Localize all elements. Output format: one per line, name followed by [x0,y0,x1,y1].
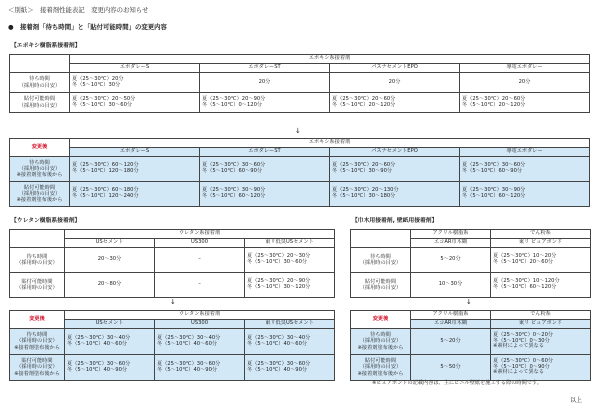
table-cell: 夏（25〜30℃）30〜40分 冬（5〜10℃）40〜60分 [245,329,335,355]
product-header: 東リ ピュアボンド [491,239,591,248]
footnote: ※ピュアボンドの記載内容は、主にビニル壁紙を施工する際の時間です。 [372,380,542,386]
wait-row-label: 待ち時間 （採用時の目安） [10,248,65,273]
attachment-header: ＜別紙＞ 接着剤性能表記 変更内容のお知らせ [8,6,149,14]
paste-row-label: 貼付可能時間 （採用時の目安） [10,93,70,113]
before-label: 変更前 [10,230,65,248]
table-cell: 夏（25〜30℃）30〜60分 冬（5〜10℃）40〜90分 [155,355,245,381]
wait-row-label: 待ち時間 （採用時の目安） ※接着剤塗布後から [351,329,411,355]
table-cell: 夏（25〜30℃）20〜50分 冬（5〜10℃）30〜60分 [70,93,200,113]
table-cell: 夏（25〜30℃）30〜40分 冬（5〜10℃）40〜60分 [65,329,155,355]
baseboard-section-title: 【巾木用接着剤, 壁紙用接着剤】 [352,218,438,224]
table-cell: 夏（25〜30℃）20〜60分 冬（5〜10℃）20〜120分 [330,93,460,113]
wait-row-label: 待ち時間 （採用時の目安） ※接着剤塗布後から [10,157,70,182]
epoxy-after-table [9,138,590,207]
urethane-section-title: 【ウレタン樹脂系接着剤】 [11,218,81,224]
product-header: エコAR巾木糊 [411,320,491,329]
paste-row-label: 貼付可能時間 （採用時の目安） ※接着剤塗布後から [10,355,65,381]
group-header: ウレタン系接着剤 [65,230,335,239]
group-header: ウレタン系接着剤 [65,311,335,320]
table-cell: 夏（25〜30℃）30〜40分 冬（5〜10℃）40〜60分 [155,329,245,355]
table-cell: 20分 [330,73,460,93]
table-cell: 20分 [200,73,330,93]
product-header: エポダレーS [70,64,200,73]
product-header: US300 [155,320,245,329]
urethane-after-table [9,310,335,381]
product-header: パスナセメントEPO [330,148,460,157]
epoxy-before-table [9,54,590,113]
group-header: エポキシ系接着剤 [70,139,590,148]
table-cell: 夏（25〜30℃）10〜20分 冬（5〜10℃）20〜60分 [491,248,591,273]
table-cell: 夏（25〜30℃）20〜60分 冬（5〜10℃）20〜120分 [460,93,590,113]
product-header: エポダレーS [70,148,200,157]
group-header: アクリル樹脂系 [411,230,491,239]
wait-row-label: 待ち時間 （採用時の目安） [351,248,411,273]
product-header: US300 [155,239,245,248]
urethane-before-table [9,229,335,298]
product-header: エポダレーST [200,148,330,157]
table-cell: 夏（25〜30℃）60〜120分 冬（5〜10℃）120〜180分 [70,157,200,182]
product-header: 導電エポダレー [460,148,590,157]
product-header: 東リ ピュアボンド [491,320,591,329]
table-cell: 夏（25〜30℃）10〜120分 冬（5〜10℃）60〜120分 [491,273,591,298]
table-cell: 夏（25〜30℃）20分 冬（5〜10℃）30分 [70,73,200,93]
table-cell: 20〜30分 [65,248,155,273]
table-cell: – [155,248,245,273]
product-header: 東リ低臭USセメント [245,320,335,329]
baseboard-before-table [350,229,591,298]
after-label: 変更後 [351,311,411,329]
table-cell: 夏（25〜30℃）20〜90分 冬（5〜10℃）30〜120分 [245,273,335,298]
group-header: アクリル樹脂系 [411,311,491,320]
table-cell: 夏（25〜30℃）20〜90分 冬（5〜10℃）0〜120分 [200,93,330,113]
table-cell: – [155,273,245,298]
before-label: 変更前 [10,55,70,73]
product-header: エコAR巾木糊 [411,239,491,248]
product-header: USセメント [65,320,155,329]
down-arrow-icon: ↓ [170,298,176,306]
table-cell: 夏（25〜30℃）30〜90分 冬（5〜10℃）60〜120分 [200,182,330,207]
after-label: 変更後 [10,139,70,157]
table-cell: 20分 [460,73,590,93]
change-subtitle: ● 接着剤「待ち時間」と「貼付可能時間」の変更内容 [8,23,167,31]
baseboard-after-table [350,310,591,381]
table-cell: 夏（25〜30℃）0〜60分 冬（5〜10℃）0〜90分 ※素材によって異なる [491,355,591,381]
wait-row-label: 待ち時間 （採用時の目安） ※接着剤塗布後から [10,329,65,355]
table-cell: 夏（25〜30℃）60〜180分 冬（5〜10℃）120〜240分 [70,182,200,207]
table-cell: 夏（25〜30℃）20〜30分 冬（5〜10℃）30〜60分 [245,248,335,273]
wait-row-label: 待ち時間 （採用時の目安） [10,73,70,93]
group-header: でん粉系 [491,230,591,239]
paste-row-label: 貼付可能時間 （採用時の目安） [10,273,65,298]
table-cell: 5〜20分 [411,248,491,273]
down-arrow-icon: ↓ [466,298,472,306]
table-cell: 夏（25〜30℃）30〜60分 冬（5〜10℃）40〜90分 [245,355,335,381]
product-header: USセメント [65,239,155,248]
table-cell: 夏（25〜30℃）20〜60分 冬（5〜10℃）30〜90分 [330,157,460,182]
closing-mark: 以上 [570,397,583,404]
epoxy-section-title: 【エポキシ樹脂系接着剤】 [11,43,81,49]
table-cell: 夏（25〜30℃）30〜60分 冬（5〜10℃）60〜90分 [200,157,330,182]
table-cell: 10〜30分 [411,273,491,298]
before-label: 変更前 [351,230,411,248]
product-header: エポダレーST [200,64,330,73]
table-cell: 夏（25〜30℃）30〜90分 冬（5〜10℃）60〜120分 [460,182,590,207]
table-cell: 夏（25〜30℃）0〜20分 冬（5〜10℃）0〜30分 ※素材によって異なる [491,329,591,355]
table-cell: 20〜80分 [65,273,155,298]
product-header: パスナセメントEPO [330,64,460,73]
table-cell: 夏（25〜30℃）20〜130分 冬（5〜10℃）30〜180分 [330,182,460,207]
paste-row-label: 貼付可能時間 （採用時の目安） ※接着剤塗布後から [10,182,70,207]
table-cell: 5〜50分 [411,355,491,381]
table-cell: 夏（25〜30℃）30〜60分 冬（5〜10℃）40〜90分 [65,355,155,381]
product-header: 東リ低臭USセメント [245,239,335,248]
paste-row-label: 貼付可能時間 （採用時の目安） [351,273,411,298]
table-cell: 5〜20分 [411,329,491,355]
after-label: 変更後 [10,311,65,329]
down-arrow-icon: ↓ [295,127,301,135]
group-header: でん粉系 [491,311,591,320]
table-cell: 夏（25〜30℃）30〜60分 冬（5〜10℃）60〜90分 [460,157,590,182]
paste-row-label: 貼付可能時間 （採用時の目安） ※接着剤塗布後から [351,355,411,381]
product-header: 導電エポダレー [460,64,590,73]
group-header: エポキシ系接着剤 [70,55,590,64]
